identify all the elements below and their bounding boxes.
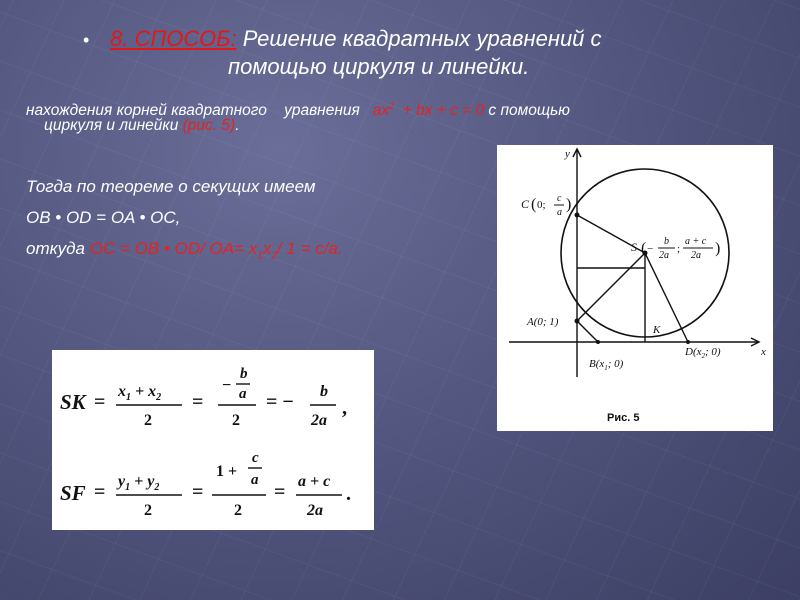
slide-title-line2: помощью циркуля и линейки. xyxy=(228,54,530,79)
figure-box xyxy=(497,145,773,431)
sk-lhs: SK xyxy=(60,390,86,414)
sf-y2: y xyxy=(147,473,155,490)
s-2a-2: 2a xyxy=(691,250,701,261)
figure-reference: (рис. 5) xyxy=(182,117,236,134)
c-frac-num: c xyxy=(557,193,562,204)
sf-a: a xyxy=(251,472,259,488)
c-coord: 0; xyxy=(537,199,546,211)
sk-num: $x_1 + x_2$ xyxy=(118,383,162,403)
sk-b: b xyxy=(240,366,248,382)
s-paren-open: ( xyxy=(641,240,647,257)
y-axis-label: y xyxy=(565,148,570,160)
figure-caption: Рис. 5 xyxy=(607,412,640,424)
sk-b2: b xyxy=(320,383,328,400)
theorem-line2: OB • OD = OA • OC, xyxy=(26,208,181,227)
sk-eq3: = − xyxy=(266,391,294,413)
sf-one: 1 + xyxy=(216,463,238,480)
segment-sd xyxy=(645,253,688,342)
theorem-result-a: OC = OB • OD/ OA= x xyxy=(89,239,258,258)
theorem-sub1: 1 xyxy=(257,250,263,262)
intro-text-4: . xyxy=(235,117,240,134)
k-label: K xyxy=(653,324,661,336)
sk-den: 2 xyxy=(144,412,152,429)
point-d xyxy=(686,340,690,344)
sk-minus: − xyxy=(222,377,232,394)
segment-ab xyxy=(577,321,598,342)
intro-line2 xyxy=(44,116,240,136)
intro-text-2: с помощью xyxy=(484,102,570,120)
theorem-x2: x xyxy=(262,239,272,258)
s-minus: − xyxy=(647,243,654,255)
sk-a: a xyxy=(239,386,247,402)
s-semicolon: ; xyxy=(677,243,681,255)
s-apc: a + c xyxy=(685,236,707,247)
sf-c: c xyxy=(252,450,259,466)
s-b: b xyxy=(664,236,669,247)
sf-apc: a + c xyxy=(298,473,331,490)
b-label xyxy=(589,358,624,372)
a-label: A(0; 1) xyxy=(527,316,559,328)
segment-as xyxy=(577,253,645,321)
sk-x2: x xyxy=(148,383,157,400)
geometry-figure xyxy=(497,145,773,431)
theorem-prefix: откуда xyxy=(26,239,90,258)
equation xyxy=(373,102,484,119)
sf-num: $y_1 + y_2$ xyxy=(118,473,160,493)
sk-den2: 2 xyxy=(232,412,240,429)
sf-lhs: SF xyxy=(60,481,86,505)
equation-exponent: 2 xyxy=(389,101,395,111)
theorem-line1: Тогда по теореме о секущих имеем xyxy=(26,177,316,196)
b-label-sub: 1 xyxy=(604,364,608,372)
d-label-end: ; 0) xyxy=(705,346,721,358)
sf-eq3: = xyxy=(274,481,286,503)
c-paren-open: ( xyxy=(531,196,537,213)
sf-den: 2 xyxy=(144,502,152,519)
theorem-sub2: 2 xyxy=(271,250,277,262)
c-paren-close: ) xyxy=(566,196,572,213)
slide-title-line1 xyxy=(110,25,602,52)
sk-x1: x xyxy=(118,383,126,400)
sk-eq2: = xyxy=(192,391,204,413)
c-label: C xyxy=(521,197,530,211)
point-c xyxy=(575,213,580,218)
c-frac-den: a xyxy=(557,207,562,218)
b-label-text: B(x xyxy=(589,358,605,370)
point-a xyxy=(575,319,580,324)
sf-den2: 2 xyxy=(234,502,242,519)
theorem-line3 xyxy=(26,238,343,267)
d-label-sub: 2 xyxy=(701,352,705,360)
method-number: 8. СПОСОБ: xyxy=(110,26,237,51)
intro-text-1: нахождения корней квадратного уравнения xyxy=(26,102,373,120)
sf-y1: y xyxy=(118,473,126,490)
sf-eq2: = xyxy=(192,481,204,503)
d-label-text: D(x xyxy=(685,346,702,358)
d-label xyxy=(684,346,721,360)
theorem-result xyxy=(89,239,343,262)
formula-image xyxy=(52,350,374,530)
x-axis-label: x xyxy=(761,346,766,358)
s-paren-close: ) xyxy=(715,240,721,257)
point-b xyxy=(596,340,600,344)
sk-2a: 2a xyxy=(311,412,327,429)
s-label: S xyxy=(631,240,637,254)
title-bullet: • xyxy=(83,30,90,50)
b-label-end: ; 0) xyxy=(607,358,624,370)
sk-eq1: = xyxy=(94,391,106,413)
formula-box xyxy=(52,350,374,530)
theorem-result-end: / 1 = c/a. xyxy=(276,239,343,258)
title-text-1: Решение квадратных уравнений с xyxy=(236,26,602,51)
sf-period: . xyxy=(346,483,351,505)
sk-comma: , xyxy=(342,397,347,419)
sf-2a: 2a xyxy=(307,502,323,519)
equation-rest: + bx + c = 0 xyxy=(394,102,485,120)
s-2a-1: 2a xyxy=(659,250,669,261)
equation-ax: ax xyxy=(372,102,390,120)
intro-text-3: циркуля и линейки xyxy=(44,117,183,134)
sf-eq1: = xyxy=(94,481,106,503)
